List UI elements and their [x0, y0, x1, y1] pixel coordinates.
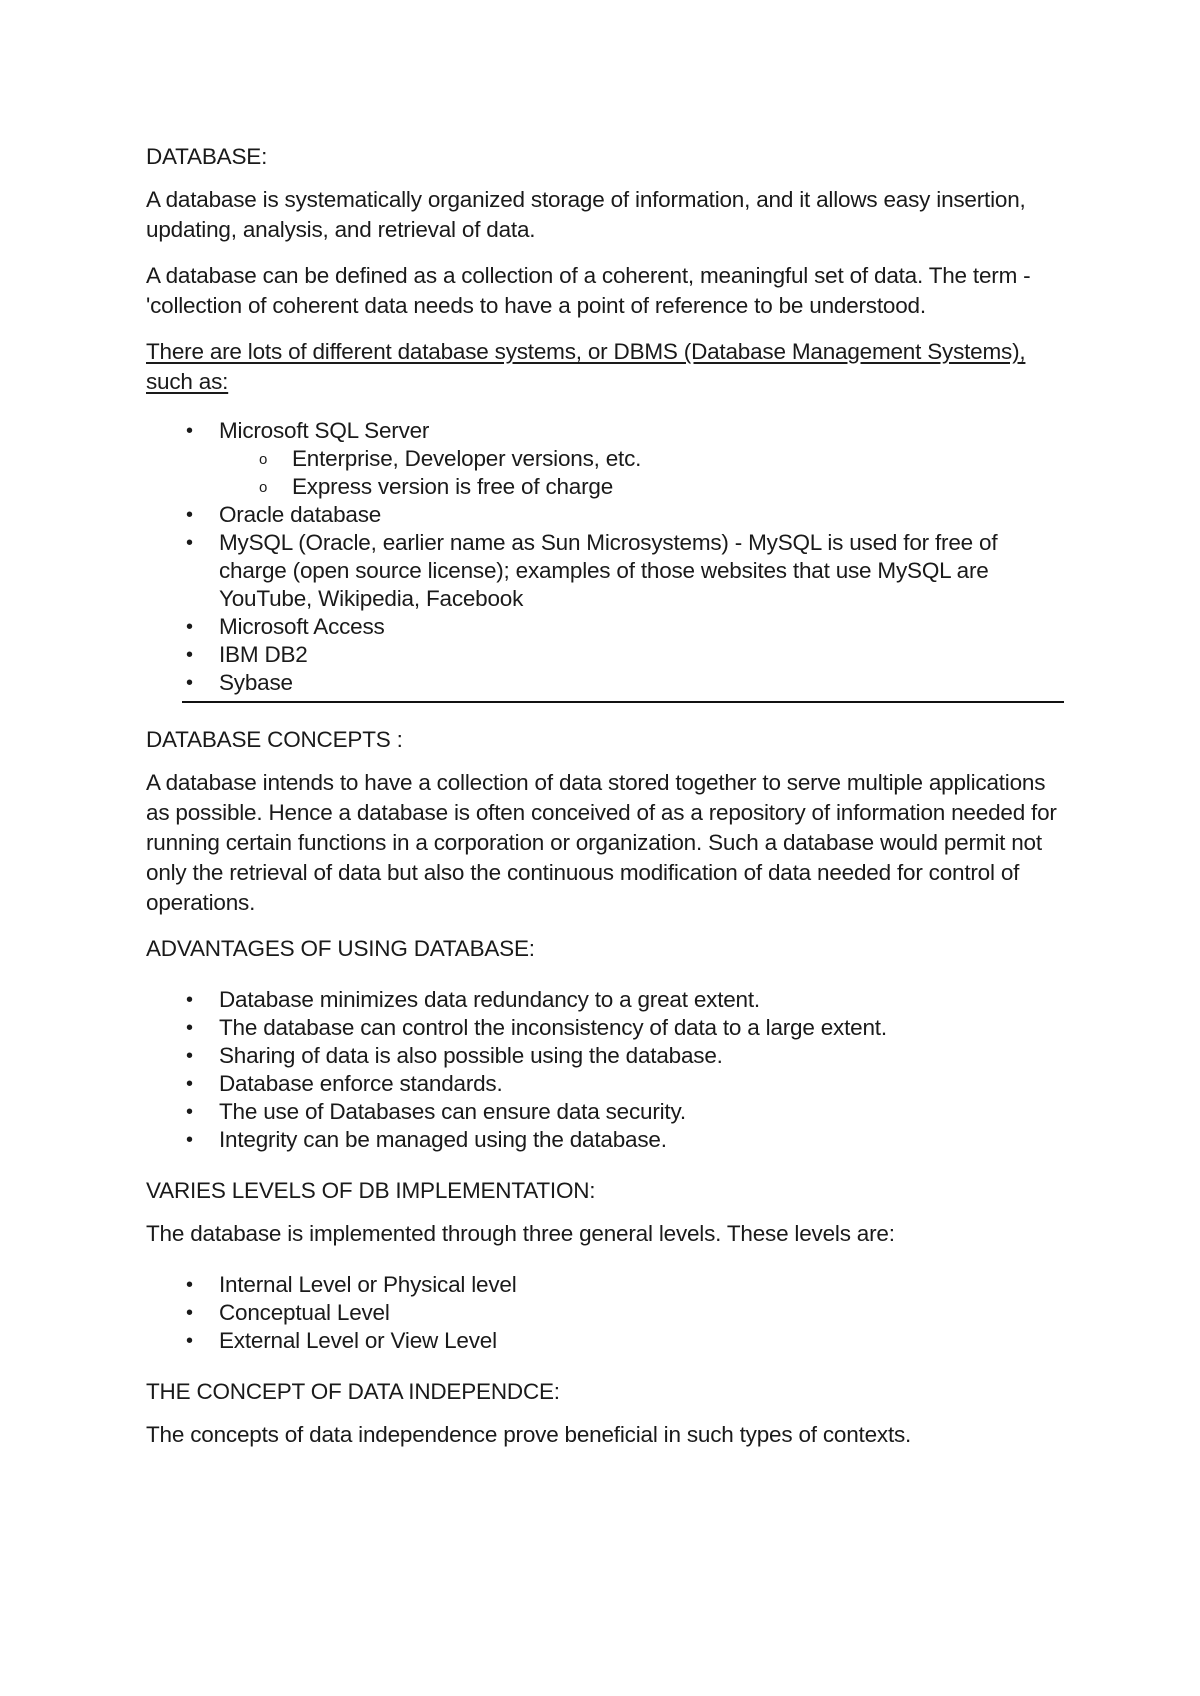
paragraph-database-collection: A database can be defined as a collection of a coherent, meaningful set of data. The term - 'collection of coherent data needs to have a point of reference to be understood.	[146, 263, 1031, 318]
list-item: • Database enforce standards.	[186, 1071, 503, 1096]
advantages-list	[146, 986, 1066, 1154]
section-heading-levels: VARIES LEVELS OF DB IMPLEMENTATION:	[146, 1178, 596, 1203]
sub-list-item: o Enterprise, Developer versions, etc.	[219, 445, 1066, 473]
list-item: • Microsoft SQL Server o Enterprise, Developer versions, etc. o Express version is free of charge	[146, 417, 1066, 501]
circle-bullet-icon: o	[259, 479, 268, 496]
bullet-icon: •	[186, 532, 193, 554]
dbms-list	[146, 417, 1066, 697]
list-item: • Microsoft Access	[186, 614, 385, 639]
bullet-icon: •	[186, 616, 193, 638]
list-item: • Sybase	[186, 670, 293, 695]
paragraph-independence: The concepts of data independence prove beneficial in such types of contexts.	[146, 1422, 912, 1447]
section-heading-independence: THE CONCEPT OF DATA INDEPENDCE:	[146, 1379, 560, 1404]
list-item: • Sharing of data is also possible using the database.	[186, 1043, 723, 1068]
section-heading-advantages: ADVANTAGES OF USING DATABASE:	[146, 936, 535, 961]
bullet-icon: •	[186, 672, 193, 694]
list-item: • Integrity can be managed using the database.	[186, 1127, 667, 1152]
paragraph-levels: The database is implemented through three general levels. These levels are:	[146, 1221, 895, 1246]
bullet-icon: •	[186, 1017, 193, 1039]
bullet-icon: •	[186, 1302, 193, 1324]
paragraph-concepts: A database intends to have a collection of data stored together to serve multiple applications as possible. Hence a database is often conceived of as a repository of information needed for running certain functions in a corporation or organization. Such a database would permit not only the retrieval of data but also the continuous modification of data needed for control of operations.	[146, 770, 1057, 915]
bullet-icon: •	[186, 1101, 193, 1123]
dbms-intro: There are lots of different database systems, or DBMS (Database Management Systems), such as:	[146, 339, 1026, 394]
bullet-icon: •	[186, 420, 193, 442]
bullet-icon: •	[186, 1330, 193, 1352]
list-item: • Database minimizes data redundancy to a great extent.	[186, 987, 760, 1012]
document-page	[146, 142, 1066, 1466]
list-item: • External Level or View Level	[186, 1328, 497, 1353]
bullet-icon: •	[186, 644, 193, 666]
list-item: • Internal Level or Physical level	[186, 1272, 517, 1297]
sub-list	[219, 445, 1066, 501]
bullet-icon: •	[186, 989, 193, 1011]
horizontal-rule	[182, 701, 1064, 703]
bullet-icon: •	[186, 1274, 193, 1296]
spacer	[146, 1154, 1066, 1176]
circle-bullet-icon: o	[259, 451, 268, 468]
spacer	[146, 1355, 1066, 1377]
bullet-icon: •	[186, 1045, 193, 1067]
bullet-icon: •	[186, 1073, 193, 1095]
paragraph-database-definition: A database is systematically organized storage of information, and it allows easy insertion, updating, analysis, and retrieval of data.	[146, 187, 1026, 242]
list-item: • Conceptual Level	[186, 1300, 390, 1325]
list-item: • IBM DB2	[186, 642, 308, 667]
sub-list-item: o Express version is free of charge	[219, 473, 1066, 501]
section-heading-concepts: DATABASE CONCEPTS :	[146, 727, 403, 752]
list-item: • MySQL (Oracle, earlier name as Sun Microsystems) - MySQL is used for free of charge (open source license); examples of those websites that use MySQL are YouTube, Wikipedia, Facebook	[186, 530, 998, 611]
section-heading-database: DATABASE:	[146, 144, 268, 169]
list-item: • The database can control the inconsistency of data to a large extent.	[186, 1015, 887, 1040]
bullet-icon: •	[186, 1129, 193, 1151]
levels-list	[146, 1271, 1066, 1355]
list-item: • The use of Databases can ensure data security.	[186, 1099, 686, 1124]
list-item: • Oracle database	[186, 502, 382, 527]
bullet-icon: •	[186, 504, 193, 526]
